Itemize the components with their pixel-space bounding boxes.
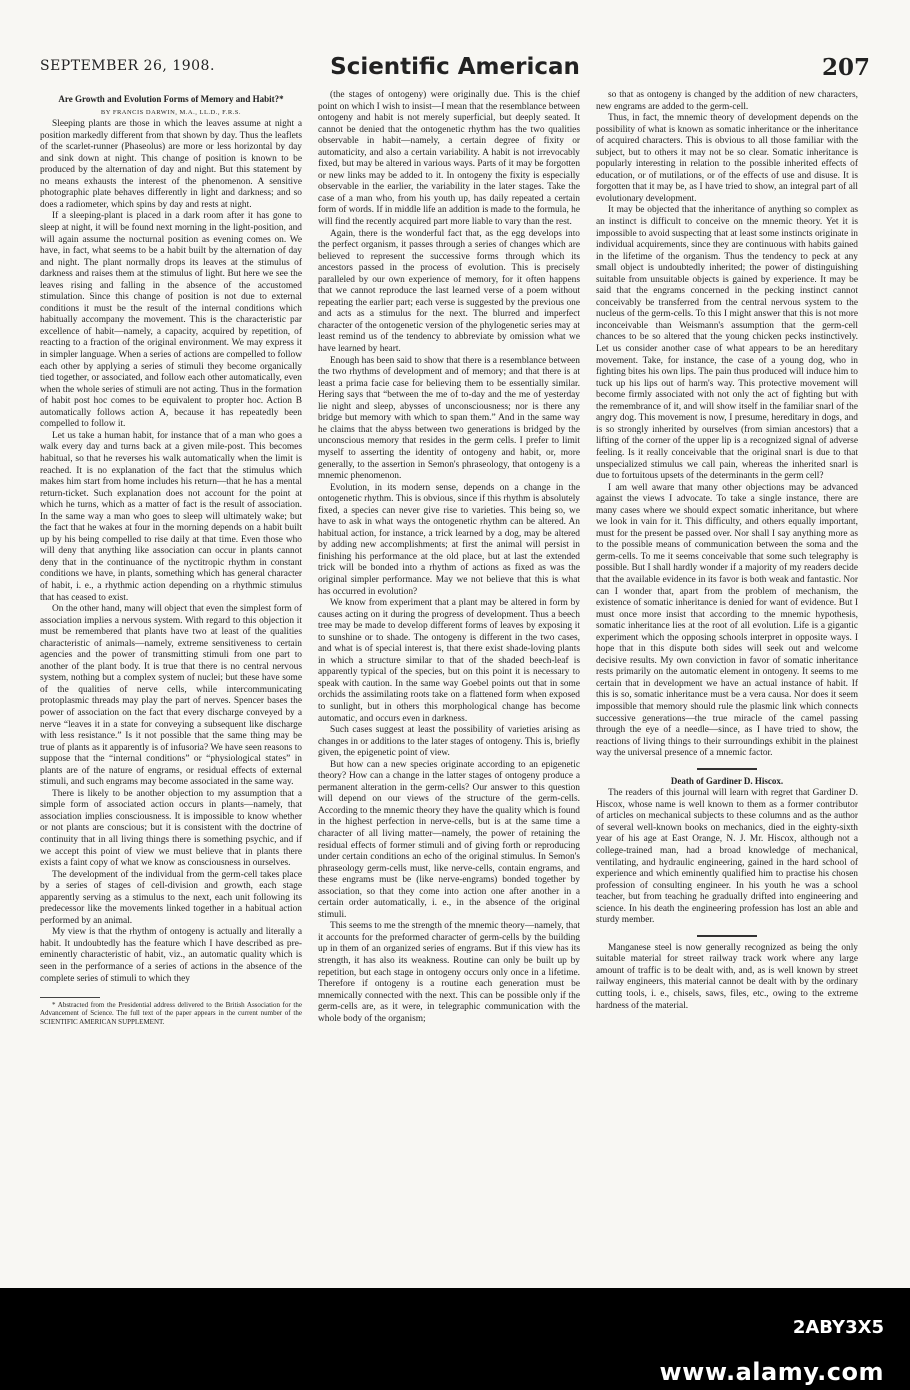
issue-date: SEPTEMBER 26, 1908.: [40, 58, 215, 74]
paragraph: The development of the individual from the germ-cell takes place by a series of stages of cell-division and growth, each stage apparently serving as a stimulus to the next, each unit following its predecessor like the movements linked together in a habitual action performed by an animal.: [40, 869, 302, 926]
paragraph: Evolution, in its modern sense, depends on a change in the ontogenetic rhythm. This is obvious, since if this rhythm is absolutely fixed, a species can never give rise to varieties. This being so, we have to ask in what ways the ontogenetic rhythm can be altered. An habitual action, for instance, a trick learned by a dog, may be altered by adding new accomplishments; at first the animal will persist in finishing his performance at the old place, but at last the extended trick will be bonded into a rhythm of actions as fixed as was the original simpler performance. May we not believe that this is what has occurred in evolution?: [318, 482, 580, 597]
footnote-divider: [40, 997, 100, 998]
paragraph: My view is that the rhythm of ontogeny is actually and literally a habit. It undoubtedly has the feature which I have described as pre-eminently characteristic of habit, viz., an automatic quality which is seen in the performance of a series of actions in the absence of the complete series of stimuli to which they: [40, 927, 302, 984]
paragraph: This seems to me the strength of the mnemic theory—namely, that it accounts for the preformed character of germ-cells by the building up in them of an organized series of engrams. But if this view has its strength, it has also its weakness. Routine can only be built up by repetition, but each stage in ontogeny occurs only once in a lifetime. Therefore if ontogeny is a routine each generation must be mnemically connected with the next. This can be possible only if the germ-cells are, as it were, in telegraphic communication with the whole body of the organism;: [318, 921, 580, 1024]
paragraph: Thus, in fact, the mnemic theory of development depends on the possibility of what is known as somatic inheritance or the inheritance of acquired characters. This is obvious to all those familiar with the subject, but to others it may not be so clear. Somatic inheritance is popularly interesting in relation to the possible inherited effects of education, or of mutilations, or of the effects of use and disuse. It is forgotten that it may be, as I have tried to show, an integral part of all evolutionary development.: [596, 113, 858, 204]
paragraph: It may be objected that the inheritance of anything so complex as an instinct is difficult to conceive on the mnemic theory. Yet it is impossible to avoid suspecting that at least some instincts originate in individual acquirements, since they are continuous with habits gained in the lifetime of the organism. Thus the tendency to peck at any small object is undoubtedly inherited; the power of distinguishing suitable from unsuitable objects is gained by experience. It may be said that the engrams concerned in the pecking instinct cannot conceivably be transferred from the central nervous system to the nucleus of the germ-cells. To this I might answer that this is not more inconceivable than Weismann's assumption that the germ-cell chances to be so altered that the young chicken pecks instinctively. Let us consider another case of what appears to be an hereditary movement. Take, for instance, the case of a young dog, who in fighting bites his own lips. The pain thus produced will induce him to tuck up his lips out of harm's way. This protective movement will become firmly associated with not only the act of fighting but with the remembrance of it, and will show itself in the familiar snarl of the angry dog. This movement is now, I presume, hereditary in dogs, and is so strongly inherited by ourselves (from simian ancestors) that a lifting of the corner of the upper lip is a recognized signal of adverse feeling. Is it really conceivable that the original snarl is due to that unspecialized stimulus we call pain, whereas the inherited snarl is due to fortuitous upsets of the determinants in the germ cell?: [596, 205, 858, 482]
paragraph: Sleeping plants are those in which the leaves assume at night a position markedly different from that shown by day. Thus the leaflets of the scarlet-runner (Phaseolus) are more or less horizontal by day and sink down at night. This change of position is known to be produced by the alternation of day and night. But this statement by no means exhausts the interest of the phenomenon. A sensitive photographic plate behaves differently in light and darkness; and so does a radiometer, which spins by day and rests at night.: [40, 119, 302, 210]
paragraph: Again, there is the wonderful fact that, as the egg develops into the perfect organism, it passes through a series of changes which are believed to represent the successive forms through which its ancestors passed in the process of evolution. This is precisely paralleled by our own experience of memory, for it often happens that we cannot reproduce the last learned verse of a poem without repeating the earlier part; each verse is suggested by the previous one and acts as a stimulus for the next. The blurred and imperfect character of the ontogenetic version of the phylogenetic series may at least remind us of the tendency to abbreviate by omission what we have learned by heart.: [318, 228, 580, 355]
paragraph: Manganese steel is now generally recognized as being the only suitable material for street railway track work where any large amount of traffic is to be dealt with, and, as is well known by street railway engineers, this material cannot be dealt with by the ordinary cutting tools, i. e., chisels, saws, files, etc., owing to the extreme hardness of the material.: [596, 942, 858, 1011]
obituary-title: Death of Gardiner D. Hiscox.: [670, 775, 784, 786]
stock-image-id: 2ABY3X5: [792, 1317, 884, 1338]
column-3: [596, 90, 858, 1012]
column-2: [318, 90, 580, 1025]
paragraph: There is likely to be another objection to my assumption that a simple form of associated action occurs in plants—namely, that association implies consciousness. It is impossible to know whether or not plants are conscious; but it is consistent with the doctrine of continuity that in all living things there is something psychic, and if we accept this point of view we must believe that in plants there exists a faint copy of what we know as consciousness in ourselves.: [40, 788, 302, 869]
paragraph: Enough has been said to show that there is a resemblance between the two rhythms of development and of memory; and that there is at least a prima facie case for believing them to be essentially similar. Hering says that “between the me of to-day and the me of yesterday lie night and sleep, abysses of unconsciousness; nor is there any bridge but memory with which to span them.” And in the same way he claims that the abyss between two generations is bridged by the unconscious memory that resides in the germ cells. I prefer to limit myself to asserting the identity of ontogeny and habit, or, more generally, to the assertion in Semon's phraseology, that ontogeny is a mnemic phenomenon.: [318, 355, 580, 482]
paragraph: If a sleeping-plant is placed in a dark room after it has gone to sleep at night, it will be found next morning in the light-position, and will again assume the nocturnal position as evening comes on. We have, in fact, what seems to be a habit built by the alternation of day and night. The plant normally drops its leaves at the stimulus of darkness and raises them at the stimulus of light. But here we see the leaves rising and falling in the absence of the accustomed stimulation. Since this change of position is not due to external conditions it must be the result of the internal conditions which habitually accompany the movement. This is the characteristic par excellence of habit—namely, a capacity, acquired by repetition, of reacting to a fraction of the original environment. We may express it in simpler language. When a series of actions are compelled to follow each other by applying a series of stimuli they become organically tied together, or associated, and follow each other automatically, even when the whole series of stimuli are not acting. Thus in the formation of habit post hoc comes to be equivalent to propter hoc. Action B automatically follows action A, because it has repeatedly been compelled to follow it.: [40, 211, 302, 430]
article-title: Are Growth and Evolution Forms of Memory and Habit?*: [58, 94, 284, 104]
footnote: * Abstracted from the Presidential address delivered to the British Association for the Advancement of Science. The full text of the paper appears in the current number of the SCIENTIFIC AMERICAN SUPPLEMENT.: [40, 1001, 302, 1026]
stock-watermark: www.alamy.com: [659, 1358, 884, 1386]
paragraph: We know from experiment that a plant may be altered in form by causes acting on it during the progress of development. Thus a beech tree may be made to develop different forms of leaves by exposing it to sunshine or to shade. The ontogeny is different in the two cases, and what is of special interest is, that there exist shade-loving plants in which a structure similar to that of the shaded beech-leaf is apparently typical of the species, but on this point it is necessary to speak with caution. In the same way Goebel points out that in some orchids the assimilating roots take on a flattened form when exposed to sunlight, but in others this morphological change has become automatic, and occurs even in darkness.: [318, 598, 580, 724]
paragraph: Such cases suggest at least the possibility of varieties arising as changes in or additions to the later stages of ontogeny. This is, briefly given, the epigenetic point of view.: [318, 725, 580, 759]
masthead-title: Scientific American: [330, 54, 580, 80]
paragraph: I am well aware that many other objections may be advanced against the views I advocate. To take a single instance, there are many cases where we should expect somatic inheritance, but where we look in vain for it. This difficulty, and others equally important, must for the present be passed over. Nor shall I say anything more as to the possible means of communication between the soma and the germ-cells. To me it seems conceivable that some such telegraphy is possible. But I shall hardly wonder if a majority of my readers decide that the available evidence in its favor is both weak and fantastic. Nor can I wonder that, apart from the problem of mechanism, the existence of somatic inheritance is denied for want of evidence. But I must once more insist that according to the mnemic hypothesis, somatic inheritance lies at the root of all evolution. Life is a gigantic experiment which the opposing schools interpret in opposite ways. I hope that in this dispute both sides will seek out and welcome decisive results. My own conviction in favor of somatic inheritance rests primarily on the automatic element in ontogeny. It seems to me certain that in development we have an actual instance of habit. If this is so, somatic inheritance must be a vera causa. Nor does it seem impossible that memory should rule the plasmic link which connects successive generations—the true miracle of the camel passing through the eye of a needle—since, as I have tried to show, the reactions of living things to their surroundings exhibit in the plainest way the universal presence of a mnemic factor.: [596, 482, 858, 759]
paragraph: Let us take a human habit, for instance that of a man who goes a walk every day and turns back at a given mile-post. This becomes habitual, so that he reverses his walk automatically when the limit is reached. It is no explanation of the fact that the stimulus which makes him start from home includes his return—that he has a mental return-ticket. Such explanation does not account for the point at which he turns, which as a matter of fact is the result of association. In the same way a man who goes to sleep will ultimately wake; but the fact that he wakes at four in the morning depends on a habit built up by his being compelled to rise daily at that time. Even those who will deny that anything like association can occur in plants cannot deny that in the continuance of the nyctitropic rhythm in constant conditions we have, in plants, something which has general character of habit, i. e., a rhythmic action depending on a rhythmic stimulus that has ceased to exist.: [40, 430, 302, 603]
paragraph: so that as ontogeny is changed by the addition of new characters, new engrams are added to the germ-cell.: [596, 90, 858, 112]
paragraph: The readers of this journal will learn with regret that Gardiner D. Hiscox, whose name is well known to them as a former contributor of articles on mechanical subjects to these columns and as the author of several well-known books on mechanics, died in the eighty-sixth year of his age at East Orange, N. J. Mr. Hiscox, although not a college-trained man, had a broad knowledge of mechanical, ventilating, and hydraulic engineering, gained in the hard school of experience and which eminently qualified him to practise his chosen profession of consulting engineer. In his youth he was a school teacher, but from teaching he gradually drifted into engineering and science. In his death the engineering profession has lost an able and sturdy member.: [596, 788, 858, 926]
paragraph: On the other hand, many will object that even the simplest form of association implies a nervous system. With regard to this objection it must be remembered that plants have two at least of the qualities characteristic of animals—namely, extreme sensitiveness to certain agencies and the power of transmitting stimuli from one part to another of the plant body. It is true that there is no central nervous system, nothing but a complex system of nuclei; but these have some of the qualities of nerve cells, while intercommunicating protoplasmic threads may play the part of nerves. Spencer bases the power of association on the fact that every discharge conveyed by a nerve “leaves it in a state for conveying a subsequent like discharge with less resistance.” Is it not possible that the same thing may be true of plants as it apparently is of infusoria? We have seen reasons to suppose that the “internal conditions” or “physiological states” in plants are of the nature of engrams, or residual effects of external stimuli, and such engrams may become associated in the same way.: [40, 604, 302, 788]
article-byline: BY FRANCIS DARWIN, M.A., LL.D., F.R.S.: [100, 108, 242, 116]
section-divider: [697, 768, 757, 770]
column-1: [40, 90, 302, 1026]
paragraph: But how can a new species originate according to an epigenetic theory? How can a change in the latter stages of ontogeny produce a permanent alteration in the germ-cells? Our answer to this question will depend on our views of the structure of the germ-cells. According to the mnemic theory they have the quality which is found in the highest perfection in nerve-cells, but is at the same time a character of all living matter—namely, the power of retaining the residual effects of former stimuli and of giving forth or reproducing under certain conditions an echo of the original stimulus. In Semon's phraseology germ-cells must, like nerve-cells, contain engrams, and these engrams must be (like nerve-engrams) bonded together by association, so that they come into action one after another in a certain order automatically, i. e., in the absence of the original stimuli.: [318, 759, 580, 920]
page-number: 207: [821, 54, 870, 81]
paragraph: (the stages of ontogeny) were originally due. This is the chief point on which I wish to insist—I mean that the resemblance between ontogeny and habit is not merely superficial, but deeply seated. It cannot be denied that the ontogenetic rhythm has the two qualities observable in habit—namely, a certain degree of fixity or automaticity, and also a certain variability. A habit is not irrevocably fixed, but may be altered in various ways. Parts of it may be forgotten or new links may be added to it. In ontogeny the fixity is especially observable in the earlier, the variability in the later stages. Take the case of a man who, from his youth up, has daily repeated a certain form of words. If in middle life an addition is made to the formula, he will find the recently acquired part more liable to vary than the rest.: [318, 90, 581, 228]
section-divider: [697, 935, 757, 937]
